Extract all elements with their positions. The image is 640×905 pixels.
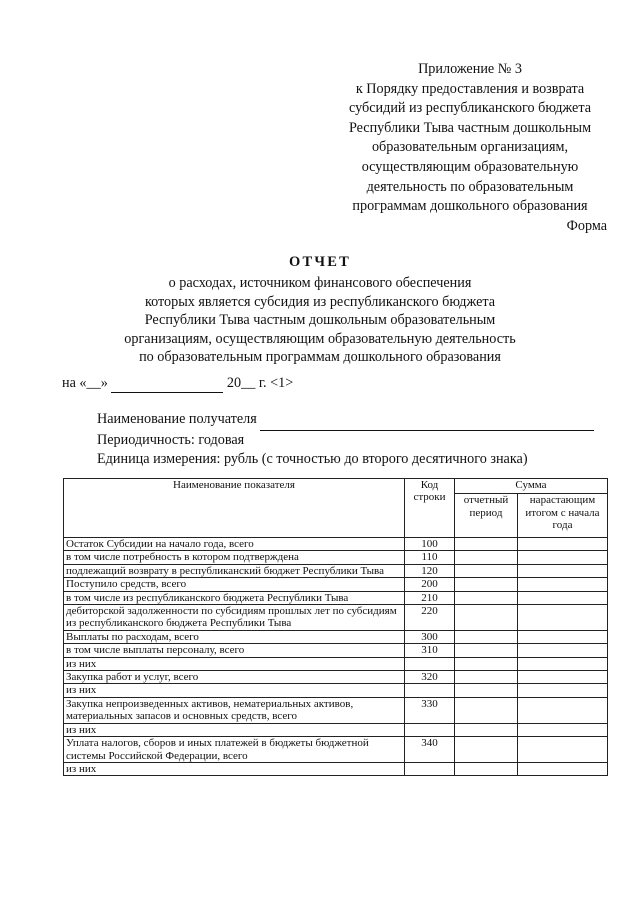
header-name: Наименование показателя (64, 479, 405, 538)
table-row (64, 657, 608, 670)
row-name: в том числе потребность в котором подтверждена (64, 551, 405, 564)
row-period-cell (455, 564, 518, 577)
row-code: 120 (405, 564, 455, 577)
report-info (97, 410, 594, 470)
row-cumulative-cell (518, 605, 608, 631)
row-cumulative-cell (518, 671, 608, 684)
row-period-cell (455, 737, 518, 763)
subtitle-line: Республики Тыва частным дошкольным образовательным (144, 312, 496, 329)
row-name: Выплаты по расходам, всего (64, 630, 405, 643)
table-row (64, 697, 608, 723)
header-sum: Сумма (455, 479, 608, 494)
row-period-cell (455, 671, 518, 684)
date-prefix: на «__» (62, 375, 108, 391)
row-code: 320 (405, 671, 455, 684)
row-code: 220 (405, 605, 455, 631)
row-period-cell (455, 538, 518, 551)
appendix-line: деятельность по образовательным (366, 178, 574, 195)
row-code (405, 684, 455, 697)
row-name: Закупка работ и услуг, всего (64, 671, 405, 684)
row-name: в том числе выплаты персоналу, всего (64, 644, 405, 657)
row-name: из них (64, 684, 405, 697)
periodicity: Периодичность: годовая (97, 431, 245, 448)
table-row (64, 737, 608, 763)
row-cumulative-cell (518, 591, 608, 604)
report-title: ОТЧЕТ (289, 254, 351, 270)
subtitle-line: организациям, осуществляющим образовательную деятельность (124, 330, 516, 347)
recipient-line (97, 410, 594, 431)
header-code: Код строки (405, 479, 455, 538)
table-row (64, 564, 608, 577)
table-row (64, 591, 608, 604)
row-cumulative-cell (518, 684, 608, 697)
report-subtitle (0, 274, 640, 367)
row-period-cell (455, 644, 518, 657)
table-row (64, 630, 608, 643)
appendix-line: Республики Тыва частным дошкольным (348, 119, 592, 136)
unit-of-measure: Единица измерения: рубль (с точностью до второго десятичного знака) (97, 451, 528, 467)
table-row (64, 605, 608, 631)
row-cumulative-cell (518, 697, 608, 723)
row-cumulative-cell (518, 723, 608, 736)
row-code: 210 (405, 591, 455, 604)
table-row (64, 538, 608, 551)
recipient-label: Наименование получателя (97, 411, 257, 427)
appendix-line: образовательным организациям, (371, 139, 569, 156)
row-period-cell (455, 657, 518, 670)
row-cumulative-cell (518, 630, 608, 643)
appendix-line: программам дошкольного образования (352, 198, 588, 215)
table-row (64, 762, 608, 775)
appendix-line: Приложение № 3 (418, 61, 522, 77)
row-cumulative-cell (518, 762, 608, 775)
table-row (64, 723, 608, 736)
row-period-cell (455, 723, 518, 736)
appendix-header (300, 60, 640, 217)
row-name: из них (64, 723, 405, 736)
header-period: отчетный период (455, 494, 518, 538)
row-period-cell (455, 697, 518, 723)
table-row (64, 644, 608, 657)
row-code: 340 (405, 737, 455, 763)
table-row (64, 551, 608, 564)
row-code: 300 (405, 630, 455, 643)
subtitle-line: по образовательным программам дошкольного образования (139, 349, 501, 366)
row-period-cell (455, 762, 518, 775)
appendix-line: субсидий из республиканского бюджета (348, 100, 592, 117)
table-row (64, 671, 608, 684)
row-name: Уплата налогов, сборов и иных платежей в бюджеты бюджетной системы Российской Федерации, всего (64, 737, 405, 763)
row-cumulative-cell (518, 644, 608, 657)
date-month-blank (111, 375, 223, 393)
row-name: Закупка непроизведенных активов, нематериальных активов, материальных запасов и основных средств, всего (64, 697, 405, 723)
row-cumulative-cell (518, 551, 608, 564)
report-table (63, 478, 608, 776)
row-code: 200 (405, 578, 455, 591)
row-code: 330 (405, 697, 455, 723)
table-row (64, 684, 608, 697)
date-year: 20__ г. <1> (226, 375, 294, 391)
row-period-cell (455, 551, 518, 564)
row-code (405, 762, 455, 775)
row-name: из них (64, 657, 405, 670)
row-period-cell (455, 684, 518, 697)
row-cumulative-cell (518, 538, 608, 551)
row-code: 110 (405, 551, 455, 564)
report-date (62, 375, 293, 393)
header-cumulative: нарастающим итогом с начала года (518, 494, 608, 538)
row-name: в том числе из республиканского бюджета Республики Тыва (64, 591, 405, 604)
row-code: 310 (405, 644, 455, 657)
subtitle-line: которых является субсидия из республиканского бюджета (144, 293, 496, 310)
row-period-cell (455, 605, 518, 631)
row-period-cell (455, 591, 518, 604)
row-cumulative-cell (518, 657, 608, 670)
row-code: 100 (405, 538, 455, 551)
subtitle-line: о расходах, источником финансового обеспечения (168, 275, 472, 291)
row-name: дебиторской задолженности по субсидиям прошлых лет по субсидиям из республиканского бюджета Республики Тыва (64, 605, 405, 631)
row-cumulative-cell (518, 737, 608, 763)
appendix-line: к Порядку предоставления и возврата (355, 80, 585, 97)
recipient-blank (260, 410, 594, 431)
row-name: Остаток Субсидии на начало года, всего (64, 538, 405, 551)
row-period-cell (455, 578, 518, 591)
row-period-cell (455, 630, 518, 643)
row-name: Поступило средств, всего (64, 578, 405, 591)
row-code (405, 723, 455, 736)
appendix-line: осуществляющим образовательную (361, 158, 579, 175)
row-code (405, 657, 455, 670)
row-cumulative-cell (518, 564, 608, 577)
row-cumulative-cell (518, 578, 608, 591)
table-row (64, 578, 608, 591)
form-label: Форма (566, 218, 607, 234)
row-name: подлежащий возврату в республиканский бюджет Республики Тыва (64, 564, 405, 577)
row-name: из них (64, 762, 405, 775)
